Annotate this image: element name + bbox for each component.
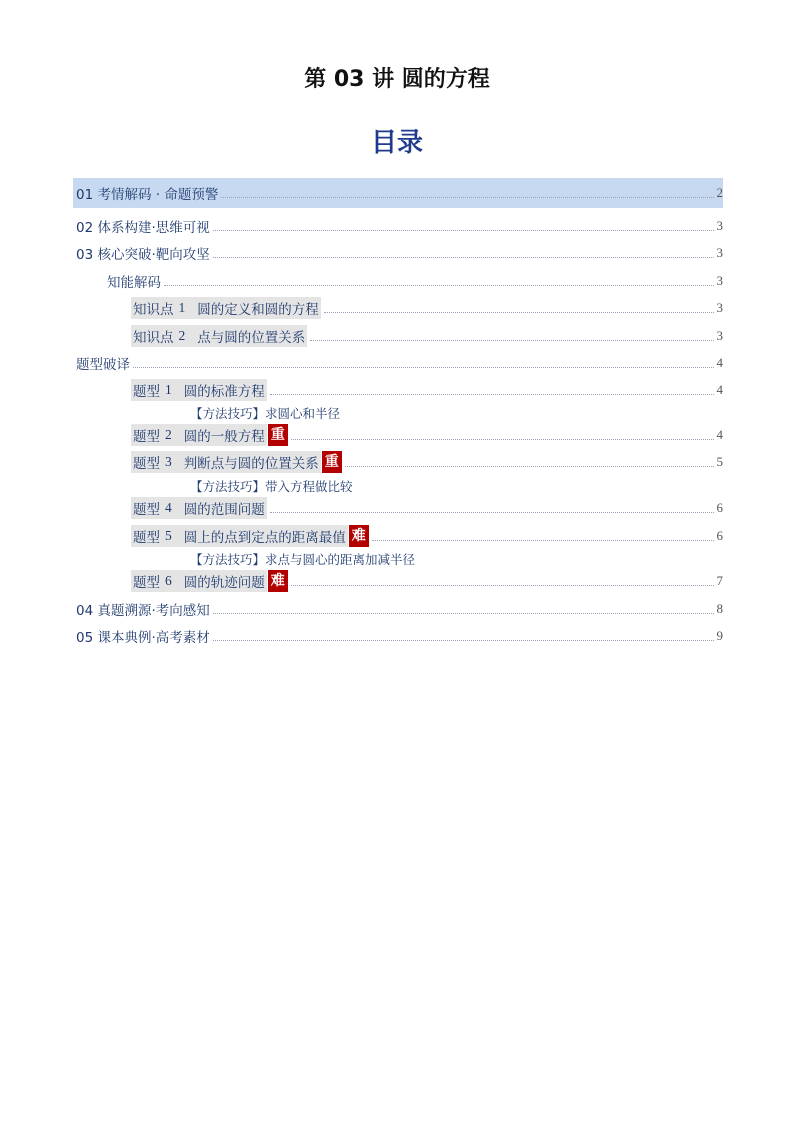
key-badge: 重 [268, 424, 288, 446]
toc-entry-text: 点与圆的位置关系 [197, 330, 306, 346]
leader-dots [164, 285, 714, 286]
toc-entry-text: 判断点与圆的位置关系 [183, 456, 319, 472]
toc-entry-text: 圆的范围问题 [183, 502, 265, 518]
toc-entry-05[interactable] [73, 625, 723, 647]
toc-entry-knowledge-2[interactable] [73, 325, 723, 347]
toc-entry-label: 05 课本典例·高考素材 [76, 630, 210, 646]
method-tip: 【方法技巧】带入方程做比较 [190, 479, 353, 494]
leader-dots [291, 585, 714, 586]
toc-entry-number: 6 [165, 573, 172, 588]
toc-entry-knowledge-1[interactable] [73, 297, 723, 319]
toc-entry-label: 04 真题溯源·考向感知 [76, 603, 210, 619]
toc-entry-question-types[interactable] [73, 352, 723, 374]
toc-entry-01[interactable] [73, 178, 723, 208]
toc-entry-number: 1 [178, 300, 186, 315]
leader-dots [213, 257, 714, 258]
leader-dots [324, 312, 714, 313]
leader-dots [133, 367, 714, 368]
toc-entry-02[interactable] [73, 215, 723, 237]
leader-dots [310, 340, 713, 341]
toc-entry-number: 1 [165, 382, 172, 397]
toc-entry-type-4[interactable] [73, 497, 723, 519]
toc-page-number: 6 [716, 528, 723, 543]
toc-entry-prefix: 题型 [133, 575, 160, 591]
leader-dots [213, 640, 714, 641]
leader-dots [270, 512, 714, 513]
toc-page-number: 2 [716, 185, 723, 200]
toc-heading: 目录 [370, 128, 423, 158]
toc-entry-prefix: 题型 [133, 429, 160, 445]
toc-page-number: 3 [716, 300, 723, 315]
method-tip: 【方法技巧】求点与圆心的距离加减半径 [190, 552, 416, 567]
toc-page-number: 4 [716, 427, 723, 442]
toc-page-number: 7 [716, 573, 723, 588]
toc-entry-number: 5 [165, 528, 172, 543]
difficult-badge: 难 [349, 525, 369, 547]
toc-page-number: 4 [716, 382, 723, 397]
toc-page-number: 3 [716, 245, 723, 260]
toc-entry-prefix: 知识点 [133, 302, 174, 318]
toc-entry-prefix: 题型 [133, 530, 160, 546]
toc-entry-number: 3 [165, 454, 172, 469]
toc-entry-03[interactable] [73, 242, 723, 264]
toc-entry-04[interactable] [73, 598, 723, 620]
toc-entry-text: 圆的一般方程 [183, 429, 265, 445]
toc-entry-label: 01 考情解码 · 命题预警 [76, 187, 219, 203]
toc-entry-text: 圆的定义和圆的方程 [197, 302, 319, 318]
toc-entry-type-1[interactable] [73, 379, 723, 401]
toc-entry-label: 02 体系构建·思维可视 [76, 220, 210, 236]
leader-dots [291, 439, 714, 440]
toc-entry-type-2[interactable] [73, 424, 723, 446]
toc-page-number: 3 [716, 218, 723, 233]
toc-page-number: 8 [716, 601, 723, 616]
leader-dots [221, 197, 713, 198]
toc-page-number: 3 [716, 273, 723, 288]
toc-entry-prefix: 题型 [133, 456, 160, 472]
toc-page-number: 9 [716, 628, 723, 643]
leader-dots [213, 230, 714, 231]
leader-dots [372, 540, 714, 541]
toc-entry-number: 4 [165, 500, 172, 515]
toc-entry-text: 圆上的点到定点的距离最值 [183, 530, 346, 546]
toc-entry-number: 2 [165, 427, 172, 442]
method-tip: 【方法技巧】求圆心和半径 [190, 406, 341, 421]
toc-entry-type-6[interactable] [73, 570, 723, 592]
toc-entry-prefix: 知识点 [133, 330, 174, 346]
toc-entry-label: 题型破译 [76, 357, 130, 373]
key-badge: 重 [322, 451, 342, 473]
toc-entry-type-3[interactable] [73, 451, 723, 473]
leader-dots [270, 394, 714, 395]
page-title: 第 03 讲 圆的方程 [304, 67, 490, 92]
leader-dots [213, 613, 714, 614]
toc-page-number: 5 [716, 454, 723, 469]
toc-entry-label: 03 核心突破·靶向攻坚 [76, 247, 210, 263]
toc-entry-prefix: 题型 [133, 384, 160, 400]
toc-page-number: 4 [716, 355, 723, 370]
toc-entry-label: 知能解码 [107, 275, 161, 291]
toc-entry-number: 2 [178, 328, 186, 343]
toc-entry-knowledge[interactable] [73, 270, 723, 292]
toc-entry-text: 圆的标准方程 [183, 384, 265, 400]
leader-dots [345, 466, 714, 467]
toc-entry-text: 圆的轨迹问题 [183, 575, 265, 591]
toc-page-number: 3 [716, 328, 723, 343]
toc-entry-type-5[interactable] [73, 525, 723, 547]
toc-page-number: 6 [716, 500, 723, 515]
difficult-badge: 难 [268, 570, 288, 592]
toc-entry-prefix: 题型 [133, 502, 160, 518]
